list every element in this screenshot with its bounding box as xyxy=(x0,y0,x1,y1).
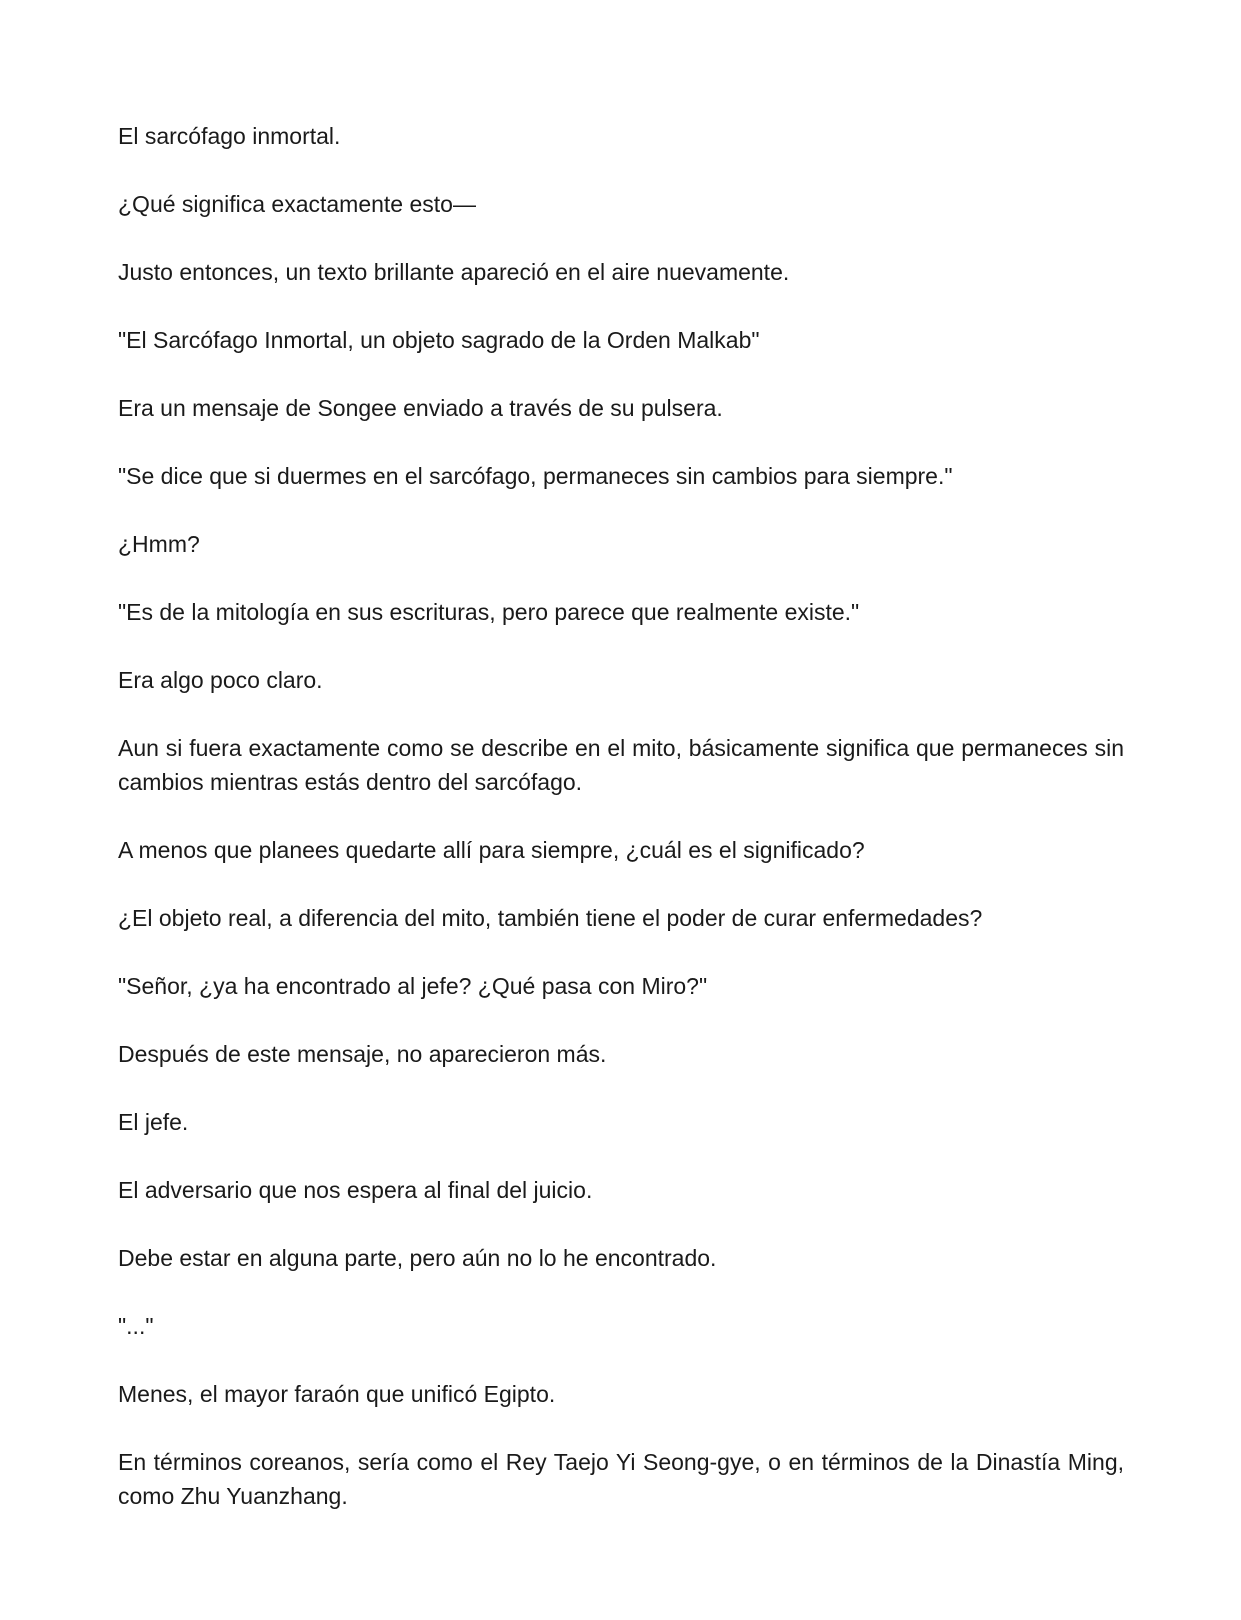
paragraph-8: "Es de la mitología en sus escrituras, pero parece que realmente existe." xyxy=(118,599,860,625)
paragraph-15: El jefe. xyxy=(118,1109,189,1135)
paragraph-18: "..." xyxy=(118,1313,154,1339)
paragraph-14: Después de este mensaje, no aparecieron más. xyxy=(118,1041,607,1067)
document-body xyxy=(118,119,1131,1547)
paragraph-7: ¿Hmm? xyxy=(118,531,200,557)
paragraph-2: ¿Qué significa exactamente esto— xyxy=(118,191,476,217)
paragraph-13: "Señor, ¿ya ha encontrado al jefe? ¿Qué pasa con Miro?" xyxy=(118,973,708,999)
paragraph-10: Aun si fuera exactamente como se describe en el mito, básicamente significa que permaneces sin cambios mientras estás dentro del sarcófago. xyxy=(118,735,1131,795)
paragraph-6: "Se dice que si duermes en el sarcófago, permaneces sin cambios para siempre." xyxy=(118,463,953,489)
paragraph-1: El sarcófago inmortal. xyxy=(118,123,341,149)
paragraph-12: ¿El objeto real, a diferencia del mito, también tiene el poder de curar enfermedades? xyxy=(118,905,983,931)
paragraph-4: "El Sarcófago Inmortal, un objeto sagrado de la Orden Malkab" xyxy=(118,327,760,353)
paragraph-3: Justo entonces, un texto brillante apareció en el aire nuevamente. xyxy=(118,259,790,285)
paragraph-5: Era un mensaje de Songee enviado a través de su pulsera. xyxy=(118,395,723,421)
paragraph-16: El adversario que nos espera al final del juicio. xyxy=(118,1177,593,1203)
paragraph-17: Debe estar en alguna parte, pero aún no lo he encontrado. xyxy=(118,1245,717,1271)
paragraph-19: Menes, el mayor faraón que unificó Egipto. xyxy=(118,1381,556,1407)
paragraph-11: A menos que planees quedarte allí para siempre, ¿cuál es el significado? xyxy=(118,837,865,863)
paragraph-20: En términos coreanos, sería como el Rey Taejo Yi Seong-gye, o en términos de la Dinastía Ming, como Zhu Yuanzhang. xyxy=(118,1449,1131,1509)
paragraph-9: Era algo poco claro. xyxy=(118,667,323,693)
